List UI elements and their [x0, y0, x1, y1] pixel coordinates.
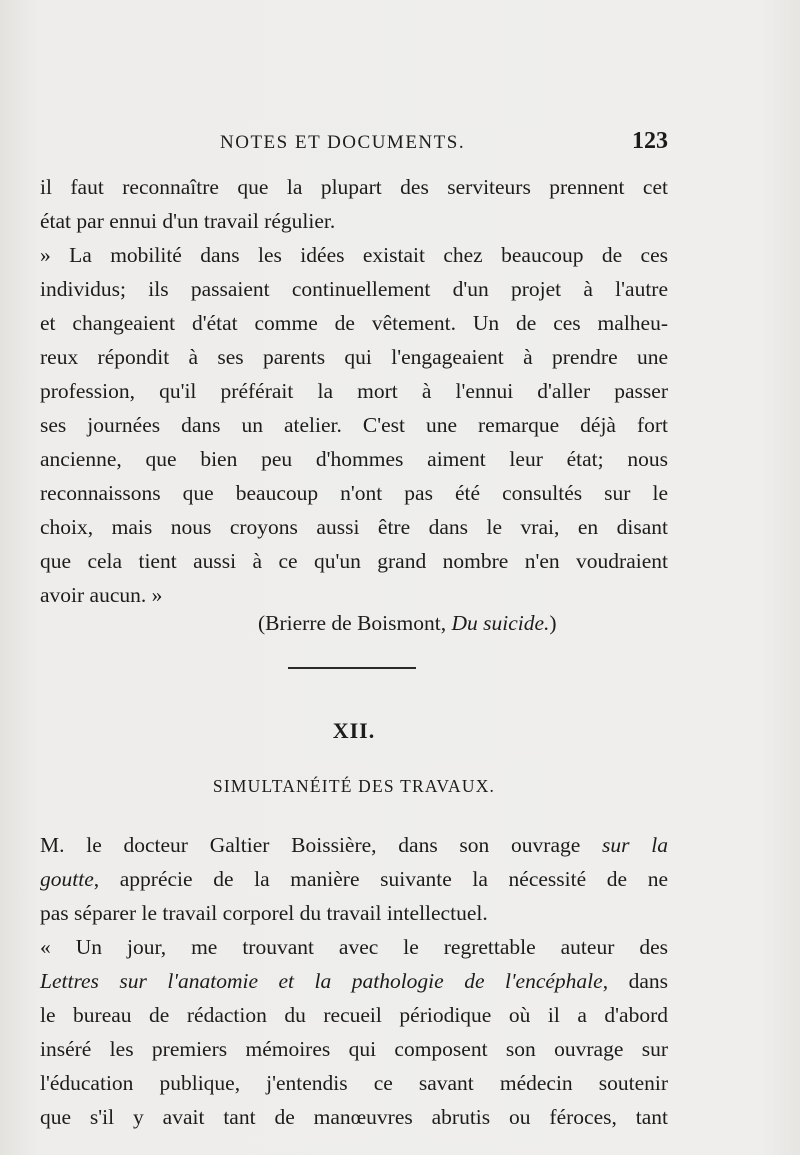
text-line: profession, qu'il préférait la mort à l'ennui d'aller passer	[40, 379, 668, 403]
text-line	[40, 964, 668, 998]
citation-suffix: )	[549, 611, 557, 635]
text-line: ses journées dans un atelier. C'est une remarque déjà fort	[40, 413, 668, 437]
text-line: ancienne, que bien peu d'hommes aiment leur état; nous	[40, 447, 668, 471]
text-line: il faut reconnaître que la plupart des serviteurs prennent cet	[40, 175, 668, 199]
italic-run: sur la	[602, 833, 668, 857]
text-line: individus; ils passaient continuellement d'un projet à l'autre	[40, 277, 668, 301]
page-header	[40, 128, 668, 162]
text-line: pas séparer le travail corporel du travail intellectuel.	[40, 901, 488, 925]
text-line: » La mobilité dans les idées existait chez beaucoup de ces	[40, 243, 668, 267]
running-title: NOTES ET DOCUMENTS.	[220, 132, 466, 153]
text-line: choix, mais nous croyons aussi être dans le vrai, en disant	[40, 515, 668, 539]
citation	[258, 606, 668, 640]
text-line	[40, 862, 668, 896]
text-line	[40, 828, 668, 862]
italic-run: goutte	[40, 867, 94, 891]
text-run: , apprécie de la manière suivante la nécessité de ne	[93, 867, 668, 891]
text-line: l'éducation publique, j'entendis ce savant médecin soutenir	[40, 1071, 668, 1095]
text-run: , dans	[602, 969, 668, 993]
section-number: XII.	[332, 718, 376, 743]
italic-run: Lettres sur l'anatomie et la pathologie de l'encéphale	[40, 969, 603, 993]
page-number: 123	[632, 128, 668, 154]
text-line: que cela tient aussi à ce qu'un grand nombre n'en voudraient	[40, 549, 668, 573]
text-run: M. le docteur Galtier Boissière, dans son ouvrage	[40, 833, 603, 857]
text-line: et changeaient d'état comme de vêtement. Un de ces malheu-	[40, 311, 668, 335]
text-line: avoir aucun. »	[40, 583, 163, 607]
citation-title: Du suicide.	[451, 611, 550, 635]
text-line: que s'il y avait tant de manœuvres abrutis ou féroces, tant	[40, 1105, 668, 1129]
separator-rule	[288, 667, 416, 669]
text-line: le bureau de rédaction du recueil périodique où il a d'abord	[40, 1003, 668, 1027]
text-line: état par ennui d'un travail régulier.	[40, 209, 336, 233]
text-line: reconnaissons que beaucoup n'ont pas été consultés sur le	[40, 481, 668, 505]
text-line: inséré les premiers mémoires qui composent son ouvrage sur	[40, 1037, 668, 1061]
text-line: « Un jour, me trouvant avec le regrettable auteur des	[40, 935, 668, 959]
text-line: reux répondit à ses parents qui l'engageaient à prendre une	[40, 345, 668, 369]
section-title: SIMULTANÉITÉ DES TRAVAUX.	[212, 776, 496, 796]
citation-prefix: (Brierre de Boismont,	[258, 611, 452, 635]
